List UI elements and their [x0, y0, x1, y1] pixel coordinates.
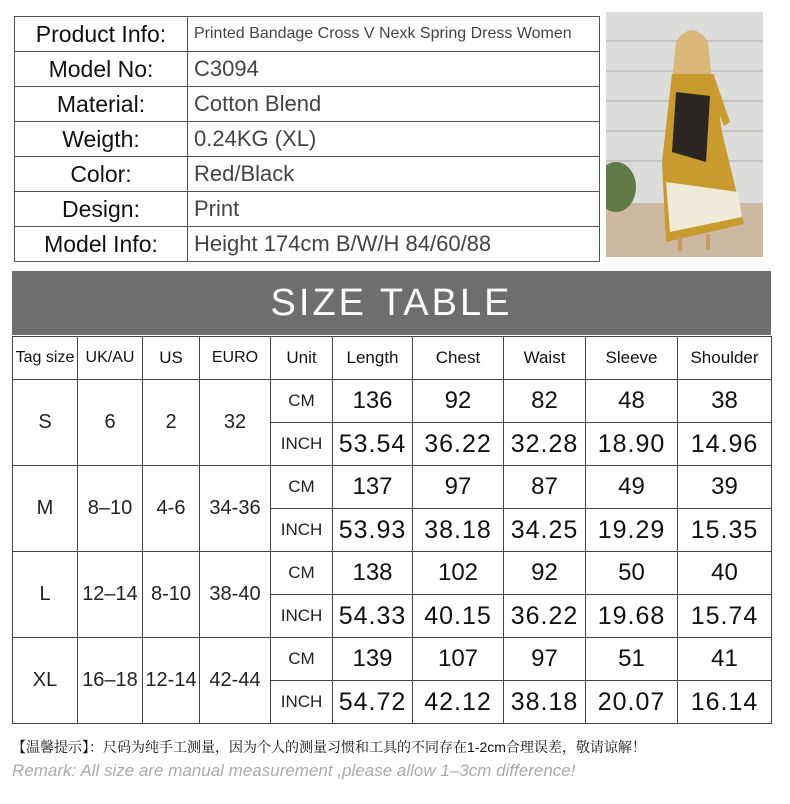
- us-size-cell: 8-10: [143, 552, 200, 638]
- unit-cell: INCH: [271, 423, 333, 466]
- chest-cell: 36.22: [413, 423, 504, 466]
- info-row-product: [15, 17, 600, 52]
- info-value: Height 174cm B/W/H 84/60/88: [188, 227, 600, 262]
- note-english: Remark: All size are manual measurement ,please allow 1–3cm difference!: [12, 761, 576, 780]
- waist-cell: 38.18: [504, 681, 586, 724]
- header-cell: UK/AU: [78, 337, 143, 380]
- note-chinese: 【温馨提示】：尺码为纯手工测量，因为个人的测量习惯和工具的不同存在1-2cm合理误差，敬请谅解！: [12, 739, 646, 755]
- info-label: Material:: [15, 87, 188, 122]
- header-cell: Length: [333, 337, 413, 380]
- info-value: Printed Bandage Cross V Nexk Spring Dress Women: [188, 17, 600, 52]
- length-cell: 53.54: [333, 423, 413, 466]
- info-label: Design:: [15, 192, 188, 227]
- size-table: [12, 336, 772, 724]
- sleeve-cell: 50: [586, 552, 678, 595]
- info-value: Cotton Blend: [188, 87, 600, 122]
- tag-size-cell: L: [13, 552, 78, 638]
- header-cell: US: [143, 337, 200, 380]
- shoulder-cell: 41: [678, 638, 772, 681]
- uk-size-cell: 16–18: [78, 638, 143, 724]
- header-cell: Chest: [413, 337, 504, 380]
- chest-cell: 92: [413, 380, 504, 423]
- waist-cell: 34.25: [504, 509, 586, 552]
- info-label: Color:: [15, 157, 188, 192]
- model-photo: [606, 12, 763, 257]
- euro-size-cell: 38-40: [200, 552, 271, 638]
- uk-size-cell: 12–14: [78, 552, 143, 638]
- chest-cell: 40.15: [413, 595, 504, 638]
- unit-cell: CM: [271, 380, 333, 423]
- size-table-body: [13, 337, 772, 724]
- sleeve-cell: 19.68: [586, 595, 678, 638]
- info-label: Product Info:: [15, 17, 188, 52]
- shoulder-cell: 15.74: [678, 595, 772, 638]
- tag-size-cell: S: [13, 380, 78, 466]
- header-cell: Tag size: [13, 337, 78, 380]
- size-row-cm: [13, 466, 772, 509]
- size-header-row: [13, 337, 772, 380]
- header-cell: Shoulder: [678, 337, 772, 380]
- euro-size-cell: 34-36: [200, 466, 271, 552]
- sleeve-cell: 51: [586, 638, 678, 681]
- length-cell: 53.93: [333, 509, 413, 552]
- info-row-color: [15, 157, 600, 192]
- chest-cell: 97: [413, 466, 504, 509]
- info-label: Weigth:: [15, 122, 188, 157]
- info-row-model-no: [15, 52, 600, 87]
- unit-cell: CM: [271, 552, 333, 595]
- info-row-weight: [15, 122, 600, 157]
- header-cell: EURO: [200, 337, 271, 380]
- euro-size-cell: 42-44: [200, 638, 271, 724]
- waist-cell: 32.28: [504, 423, 586, 466]
- shoulder-cell: 38: [678, 380, 772, 423]
- length-cell: 136: [333, 380, 413, 423]
- sleeve-cell: 18.90: [586, 423, 678, 466]
- chest-cell: 42.12: [413, 681, 504, 724]
- header-cell: Waist: [504, 337, 586, 380]
- tag-size-cell: M: [13, 466, 78, 552]
- tag-size-cell: XL: [13, 638, 78, 724]
- size-table-title: SIZE TABLE: [12, 271, 771, 335]
- waist-cell: 36.22: [504, 595, 586, 638]
- us-size-cell: 2: [143, 380, 200, 466]
- size-row-cm: [13, 380, 772, 423]
- unit-cell: INCH: [271, 595, 333, 638]
- length-cell: 54.33: [333, 595, 413, 638]
- sleeve-cell: 49: [586, 466, 678, 509]
- size-row-cm: [13, 552, 772, 595]
- unit-cell: CM: [271, 638, 333, 681]
- waist-cell: 87: [504, 466, 586, 509]
- uk-size-cell: 8–10: [78, 466, 143, 552]
- unit-cell: INCH: [271, 509, 333, 552]
- model-figure: [606, 12, 763, 257]
- length-cell: 54.72: [333, 681, 413, 724]
- info-value: Print: [188, 192, 600, 227]
- chest-cell: 107: [413, 638, 504, 681]
- sleeve-cell: 19.29: [586, 509, 678, 552]
- product-info-table: [14, 16, 600, 262]
- shoulder-cell: 15.35: [678, 509, 772, 552]
- shoulder-cell: 40: [678, 552, 772, 595]
- sleeve-cell: 48: [586, 380, 678, 423]
- header-cell: Sleeve: [586, 337, 678, 380]
- uk-size-cell: 6: [78, 380, 143, 466]
- header-cell: Unit: [271, 337, 333, 380]
- chest-cell: 38.18: [413, 509, 504, 552]
- info-row-model-info: [15, 227, 600, 262]
- info-row-material: [15, 87, 600, 122]
- info-row-design: [15, 192, 600, 227]
- length-cell: 139: [333, 638, 413, 681]
- shoulder-cell: 16.14: [678, 681, 772, 724]
- shoulder-cell: 39: [678, 466, 772, 509]
- size-row-cm: [13, 638, 772, 681]
- unit-cell: INCH: [271, 681, 333, 724]
- shoulder-cell: 14.96: [678, 423, 772, 466]
- waist-cell: 82: [504, 380, 586, 423]
- waist-cell: 97: [504, 638, 586, 681]
- unit-cell: CM: [271, 466, 333, 509]
- us-size-cell: 12-14: [143, 638, 200, 724]
- chest-cell: 102: [413, 552, 504, 595]
- info-value: 0.24KG (XL): [188, 122, 600, 157]
- length-cell: 137: [333, 466, 413, 509]
- euro-size-cell: 32: [200, 380, 271, 466]
- sleeve-cell: 20.07: [586, 681, 678, 724]
- product-info-body: [15, 17, 600, 262]
- us-size-cell: 4-6: [143, 466, 200, 552]
- info-value: Red/Black: [188, 157, 600, 192]
- info-label: Model No:: [15, 52, 188, 87]
- info-label: Model Info:: [15, 227, 188, 262]
- length-cell: 138: [333, 552, 413, 595]
- info-value: C3094: [188, 52, 600, 87]
- waist-cell: 92: [504, 552, 586, 595]
